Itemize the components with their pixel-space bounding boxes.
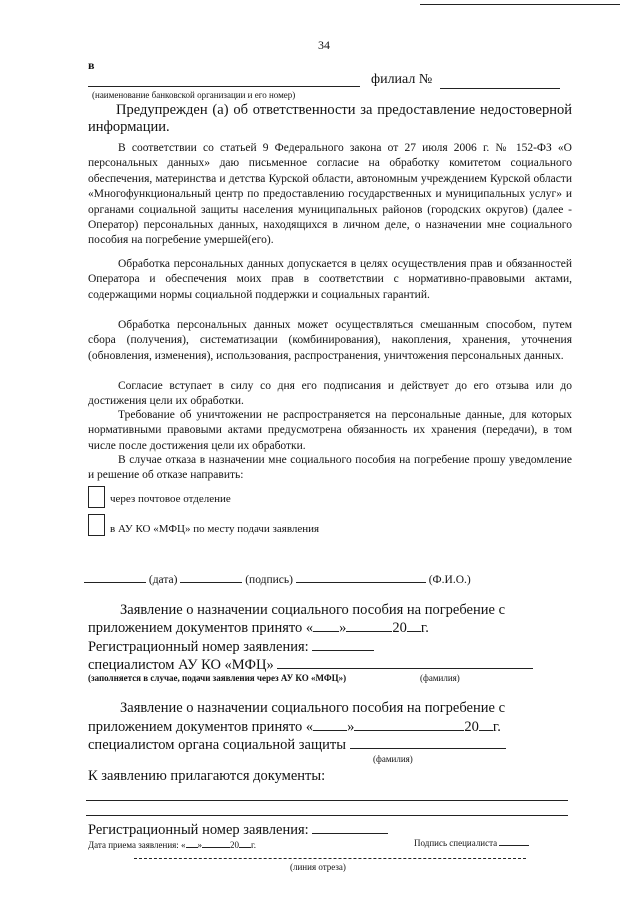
fio-field[interactable] [296,571,426,583]
option-mfc-label: в АУ КО «МФЦ» по месту подачи заявления [110,523,320,535]
mfc-specialist: специалистом АУ КО «МФЦ» [88,657,533,674]
social-day-field[interactable] [313,719,347,731]
mfc-year-field[interactable] [407,620,421,632]
mfc-statement-line2: приложением документов принято « » 20 г. [88,620,429,636]
signature-field[interactable] [180,571,242,583]
signature-row [84,571,471,586]
attachments-label: К заявлению прилагаются документы: [88,768,326,784]
social-specialist: специалистом органа социальной защиты [88,737,506,754]
mfc-reg-number: Регистрационный номер заявления: [88,639,374,656]
mfc-statement-line1: Заявление о назначении социального пособия на погребение с [120,602,506,618]
bank-caption: (наименование банковской организации и его номер) [92,90,296,100]
attachments-line-1[interactable] [86,800,568,801]
receipt-year-field[interactable] [239,840,251,848]
filial-label: филиал № [371,72,433,87]
mfc-note: (заполняется в случае, подачи заявления через АУ КО «МФЦ») [88,673,347,683]
receipt-month-field[interactable] [202,840,230,848]
consent-paragraph-3: Обработка персональных данных может осуществляться смешанным способом, путем сбора (получения), систематизации (комбинирования), накопления, хранения, уточнения (обновления, изменения), использования, распространения, уничтожения персональных данных. [88,319,572,362]
fio-caption: (Ф.И.О.) [428,574,471,586]
bank-name-field[interactable] [88,86,360,87]
social-statement-line1: Заявление о назначении социального пособия на погребение с [120,700,506,716]
social-surname-caption: (фамилия) [373,754,413,764]
consent-paragraph-6: В случае отказа в назначении мне социального пособия на погребение прошу уведомление и решение об отказе направить: [88,454,572,482]
date-caption: (дата) [148,574,178,586]
cut-line [134,858,526,859]
attachments-line-2[interactable] [86,815,568,816]
social-year-field[interactable] [479,719,493,731]
social-statement-line2: приложением документов принято « » 20 г. [88,719,501,735]
cut-line-caption: (линия отреза) [290,862,346,872]
mfc-specialist-field[interactable] [277,657,533,669]
top-edge-line [420,4,620,5]
social-specialist-field[interactable] [350,737,506,749]
receipt-specialist-sign-field[interactable] [499,838,529,846]
date-field[interactable] [84,571,146,583]
mfc-surname-caption: (фамилия) [420,673,460,683]
mfc-month-field[interactable] [346,620,392,632]
option-mfc-checkbox[interactable] [88,514,105,536]
consent-paragraph-5: Требование об уничтожении не распространяется на персональные данные, для которых нормативными правовыми актами предусмотрена обязанность их хранения (передачи), в том числе после достижения цели их обработки. [88,409,572,452]
receipt-reg-number-field[interactable] [312,822,388,834]
consent-paragraph-2: Обработка персональных данных допускается в целях осуществления прав и обязанностей Оператора и обеспечения моих прав в соответствии с нормативно-правовыми актами, содержащими нормы социальной поддержки и социальных гарантий. [88,258,572,301]
page-number: 34 [318,38,330,52]
receipt-specialist-sign: Подпись специалиста [414,838,529,848]
option-post-checkbox[interactable] [88,486,105,508]
consent-paragraph-4: Согласие вступает в силу со дня его подписания и действует до его отзыва или до достижения цели их обработки. [88,380,572,408]
receipt-reg-number: Регистрационный номер заявления: [88,822,388,839]
receipt-day-field[interactable] [186,840,198,848]
bank-prefix: в [88,58,95,72]
signature-caption: (подпись) [245,574,293,586]
mfc-day-field[interactable] [313,620,339,632]
warning-paragraph: Предупрежден (а) об ответственности за предоставление недостоверной информации. [88,102,572,135]
social-month-field[interactable] [354,719,464,731]
receipt-date: Дата приема заявления: « » 20 г. [88,840,256,850]
filial-number-field[interactable] [440,88,560,89]
option-post-label: через почтовое отделение [110,493,231,505]
consent-paragraph-1: В соответствии со статьей 9 Федерального закона от 27 июля 2006 г. № 152-ФЗ «О персональных данных» даю письменное согласие на обработку комитетом социального обеспечения, материнства и детства Курской области, автономным учреждением Курской области «Многофункциональный центр по предоставлению государственных и муниципальных услуг» и органами социальной защиты населения муниципальных районов (городских округов) (далее - Оператор) персональных данных, находящихся в личном деле, о назначении мне социального пособия на погребение умершей(его). [88,142,572,247]
mfc-reg-number-field[interactable] [312,639,374,651]
